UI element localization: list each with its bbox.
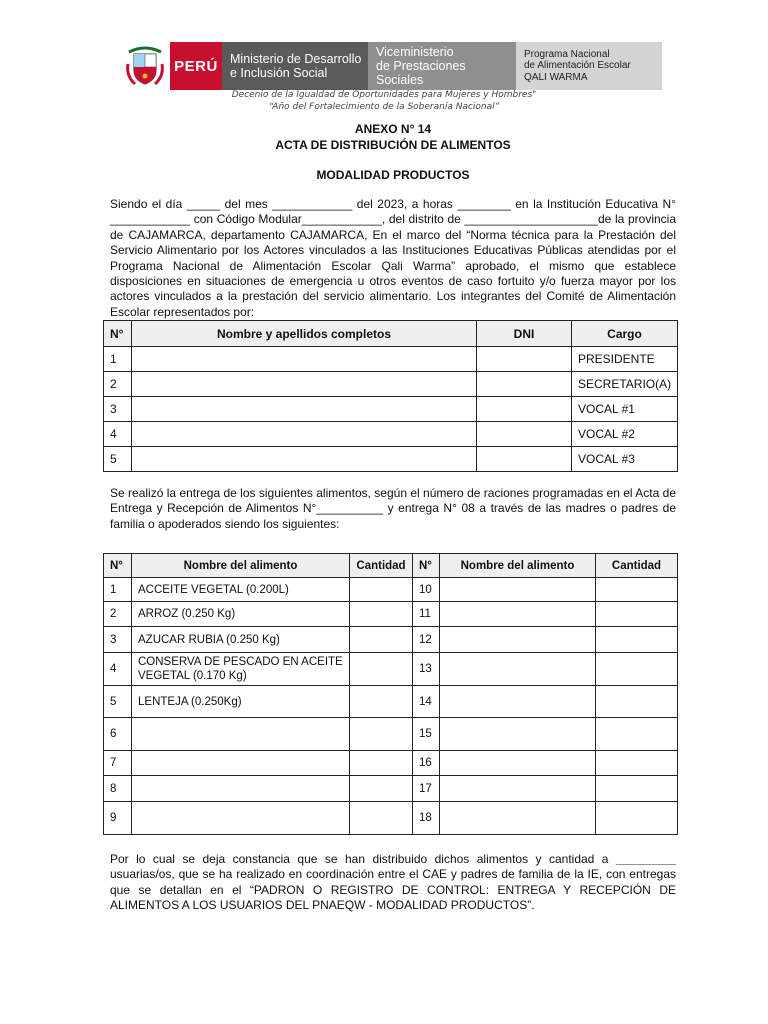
- row-number: 16: [413, 751, 440, 776]
- row-number: 8: [104, 776, 132, 802]
- food-name-cell[interactable]: [440, 718, 596, 751]
- row-number: 17: [413, 776, 440, 802]
- col-quantity-header: Cantidad: [596, 554, 678, 578]
- peru-label: PERÚ: [170, 42, 222, 90]
- row-number: 2: [104, 372, 132, 397]
- food-quantity-cell[interactable]: [596, 718, 678, 751]
- closing-paragraph: Por lo cual se deja constancia que se han distribuido dichos alimentos y cantidad a _________ usuarias/os, que se ha realizado en coordinación entre el CAE y padres de familia de la IE, con entregas que se detallan en el “PADRON O REGISTRO DE CONTROL: ENTREGA Y RECEPCIÓN DE ALIMENTOS A LOS USUARIOS DEL PNAEQW - MODALIDAD PRODUCTOS”.: [110, 852, 676, 913]
- food-quantity-cell[interactable]: [596, 627, 678, 653]
- member-dni-cell[interactable]: [477, 347, 572, 372]
- member-name-cell[interactable]: [132, 397, 477, 422]
- food-name-cell[interactable]: [132, 802, 350, 835]
- decenio-motto: Decenio de la Igualdad de Oportunidades para Mujeres y Hombres" “Año del Fortalecimiento de la Soberanía Nacional”: [231, 90, 537, 112]
- member-name-cell[interactable]: [132, 347, 477, 372]
- member-dni-cell[interactable]: [477, 372, 572, 397]
- food-name: CONSERVA DE PESCADO EN ACEITE VEGETAL (0.170 Kg): [132, 653, 350, 686]
- food-quantity-cell[interactable]: [350, 627, 413, 653]
- food-quantity-cell[interactable]: [350, 686, 413, 718]
- row-number: 13: [413, 653, 440, 686]
- annex-title: ANEXO N° 14: [354, 122, 432, 136]
- food-quantity-cell[interactable]: [596, 776, 678, 802]
- table-row: [104, 627, 678, 653]
- food-quantity-cell[interactable]: [596, 751, 678, 776]
- row-number: 15: [413, 718, 440, 751]
- row-number: 3: [104, 627, 132, 653]
- row-number: 12: [413, 627, 440, 653]
- food-name: AZUCAR RUBIA (0.250 Kg): [132, 627, 350, 653]
- table-row: [104, 751, 678, 776]
- vice-ministry-name: Viceministerio de Prestaciones Sociales: [368, 42, 516, 90]
- row-number: 14: [413, 686, 440, 718]
- col-name-header: Nombre y apellidos completos: [132, 321, 477, 347]
- food-name-cell[interactable]: [132, 718, 350, 751]
- row-number: 9: [104, 802, 132, 835]
- table-row: [104, 578, 678, 602]
- row-number: 10: [413, 578, 440, 602]
- member-dni-cell[interactable]: [477, 447, 572, 472]
- food-name-cell[interactable]: [440, 802, 596, 835]
- col-food-header: Nombre del alimento: [440, 554, 596, 578]
- col-dni-header: DNI: [477, 321, 572, 347]
- row-number: 6: [104, 718, 132, 751]
- food-quantity-cell[interactable]: [350, 602, 413, 627]
- table-row: [104, 602, 678, 627]
- table-row: [104, 776, 678, 802]
- ministry-name: Ministerio de Desarrollo e Inclusión Social: [222, 42, 368, 90]
- table-row: [104, 653, 678, 686]
- food-quantity-cell[interactable]: [350, 653, 413, 686]
- food-name-cell[interactable]: [440, 653, 596, 686]
- member-name-cell[interactable]: [132, 447, 477, 472]
- food-name: ACCEITE VEGETAL (0.200L): [132, 578, 350, 602]
- food-name-cell[interactable]: [440, 776, 596, 802]
- table-row: [104, 718, 678, 751]
- food-quantity-cell[interactable]: [596, 686, 678, 718]
- table-row: [104, 686, 678, 718]
- table-header-row: [104, 321, 678, 347]
- food-name-cell[interactable]: [440, 627, 596, 653]
- food-quantity-cell[interactable]: [350, 751, 413, 776]
- member-cargo: SECRETARIO(A): [572, 372, 678, 397]
- member-dni-cell[interactable]: [477, 422, 572, 447]
- food-quantity-cell[interactable]: [350, 776, 413, 802]
- intro-paragraph: Siendo el día _____ del mes ____________ del 2023, a horas ________ en la Institución Educativa N° ____________ con Código Modular____________, del distrito de ____________________de la provincia de CAJAMARCA, departamento CAJAMARCA, En el marco del “Norma técnica para la Prestación del Servicio Alimentario por los Actores vinculados a las Instituciones Educativas Públicas atendidas por el Programa Nacional de Alimentación Escolar Qali Warma” aprobado, el mismo que establece disposiciones en situaciones de emergencia u otros eventos de caso fortuito y/o fuerza mayor por los actores vinculados a la prestación del servicio alimentario. Los integrantes del Comité de Alimentación Escolar representados por:: [110, 197, 676, 319]
- row-number: 2: [104, 602, 132, 627]
- member-cargo: VOCAL #1: [572, 397, 678, 422]
- mode-title: MODALIDAD PRODUCTOS: [316, 168, 470, 182]
- food-name-cell[interactable]: [440, 686, 596, 718]
- food-name-cell[interactable]: [440, 751, 596, 776]
- food-quantity-cell[interactable]: [350, 578, 413, 602]
- food-quantity-cell[interactable]: [596, 802, 678, 835]
- col-quantity-header: Cantidad: [350, 554, 413, 578]
- table-row: [104, 372, 678, 397]
- users-count-blank[interactable]: _________: [615, 852, 676, 866]
- row-number: 3: [104, 397, 132, 422]
- member-dni-cell[interactable]: [477, 397, 572, 422]
- header-banner: [120, 42, 662, 90]
- foods-table: [103, 553, 678, 835]
- food-quantity-cell[interactable]: [350, 718, 413, 751]
- row-number: 7: [104, 751, 132, 776]
- member-cargo: VOCAL #2: [572, 422, 678, 447]
- table-row: [104, 397, 678, 422]
- row-number: 4: [104, 422, 132, 447]
- table-header-row: [104, 554, 678, 578]
- act-title: ACTA DE DISTRIBUCIÓN DE ALIMENTOS: [275, 138, 511, 152]
- col-number-header: N°: [104, 321, 132, 347]
- col-food-header: Nombre del alimento: [132, 554, 350, 578]
- row-number: 5: [104, 447, 132, 472]
- row-number: 5: [104, 686, 132, 718]
- food-name-cell[interactable]: [440, 578, 596, 602]
- row-number: 11: [413, 602, 440, 627]
- member-cargo: PRESIDENTE: [572, 347, 678, 372]
- table-row: [104, 802, 678, 835]
- food-quantity-cell[interactable]: [350, 802, 413, 835]
- committee-members-table: [103, 320, 678, 472]
- peru-coat-of-arms-icon: [120, 42, 170, 90]
- col-number-header: N°: [104, 554, 132, 578]
- col-cargo-header: Cargo: [572, 321, 678, 347]
- row-number: 4: [104, 653, 132, 686]
- member-name-cell[interactable]: [132, 422, 477, 447]
- col-number-header: N°: [413, 554, 440, 578]
- food-quantity-cell[interactable]: [596, 602, 678, 627]
- food-name-cell[interactable]: [132, 751, 350, 776]
- member-name-cell[interactable]: [132, 372, 477, 397]
- food-quantity-cell[interactable]: [596, 578, 678, 602]
- member-cargo: VOCAL #3: [572, 447, 678, 472]
- table-row: [104, 447, 678, 472]
- food-name: ARROZ (0.250 Kg): [132, 602, 350, 627]
- row-number: 1: [104, 347, 132, 372]
- row-number: 18: [413, 802, 440, 835]
- table-row: [104, 347, 678, 372]
- food-name-cell[interactable]: [132, 776, 350, 802]
- program-name: Programa Nacional de Alimentación Escolar QALI WARMA: [516, 42, 662, 90]
- food-name: LENTEJA (0.250Kg): [132, 686, 350, 718]
- food-quantity-cell[interactable]: [596, 653, 678, 686]
- delivery-paragraph: Se realizó la entrega de los siguientes alimentos, según el número de raciones programadas en el Acta de Entrega y Recepción de Alimentos N°__________ y entrega N° 08 a través de las madres o padres de familia o apoderados siendo los siguientes:: [110, 486, 676, 531]
- food-name-cell[interactable]: [440, 602, 596, 627]
- row-number: 1: [104, 578, 132, 602]
- table-row: [104, 422, 678, 447]
